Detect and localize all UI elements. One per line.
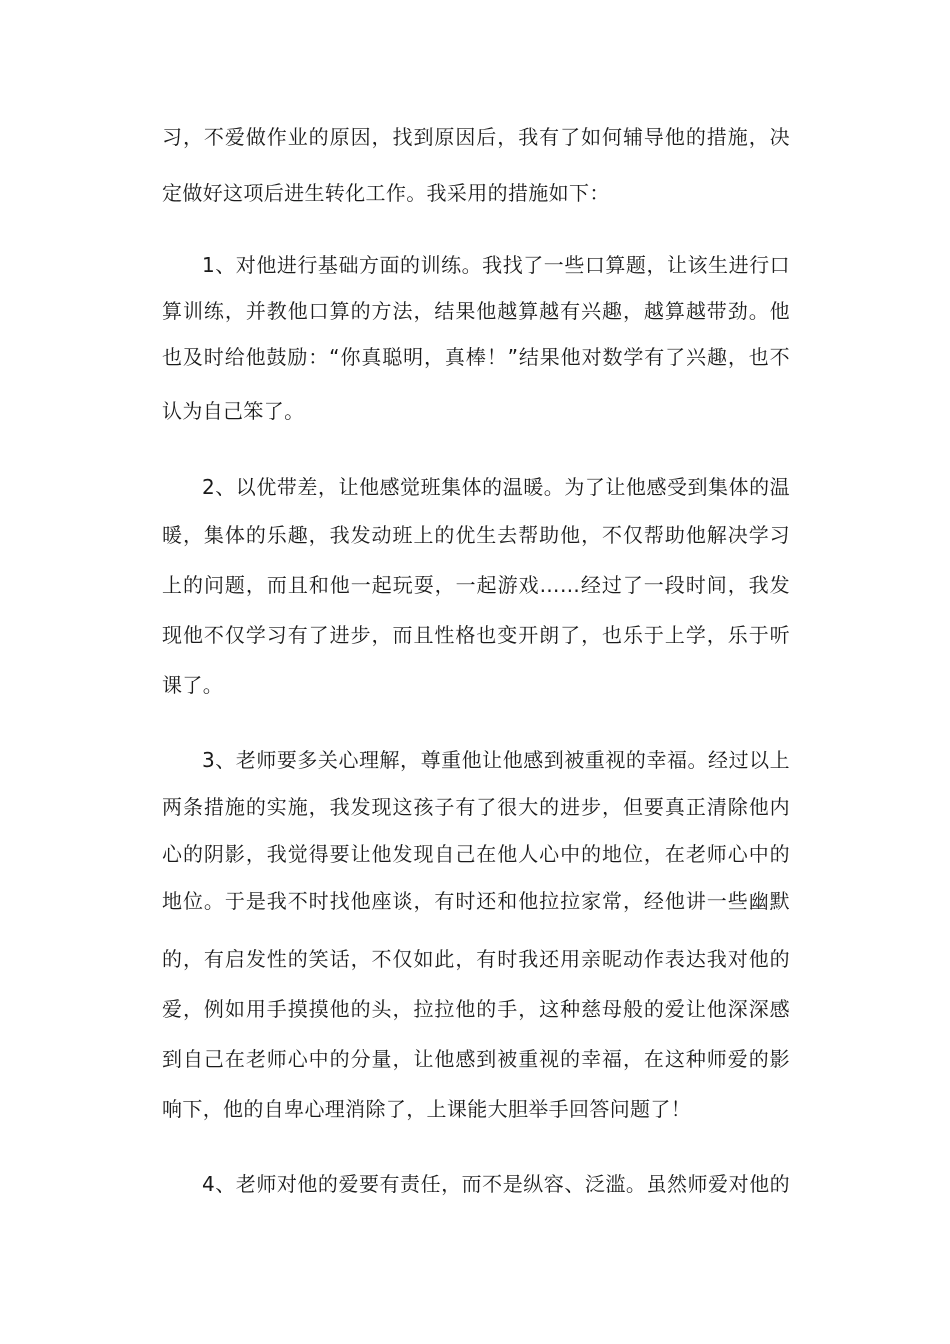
text-line: 也及时给他鼓励：“你真聪明，真棒！”结果他对数学有了兴趣，也不 — [162, 345, 790, 369]
text-line: 算训练，并教他口算的方法，结果他越算越有兴趣，越算越带劲。他 — [162, 299, 790, 323]
text-line: 暖，集体的乐趣，我发动班上的优生去帮助他，不仅帮助他解决学习 — [162, 523, 790, 547]
text-line: 地位。于是我不时找他座谈，有时还和他拉拉家常，经他讲一些幽默 — [162, 889, 790, 913]
text-line: 的，有启发性的笑话，不仅如此，有时我还用亲昵动作表达我对他的 — [162, 947, 790, 971]
text-line: 4、老师对他的爱要有责任，而不是纵容、泛滥。虽然师爱对他的 — [202, 1172, 790, 1196]
text-line: 两条措施的实施，我发现这孩子有了很大的进步，但要真正清除他内 — [162, 795, 790, 819]
text-line: 1、对他进行基础方面的训练。我找了一些口算题，让该生进行口 — [202, 253, 790, 277]
text-line: 到自己在老师心中的分量，让他感到被重视的幸福，在这种师爱的影 — [162, 1047, 790, 1071]
text-line: 认为自己笨了。 — [162, 399, 305, 423]
text-line: 习，不爱做作业的原因，找到原因后，我有了如何辅导他的措施，决 — [162, 125, 790, 149]
text-line: 上的问题，而且和他一起玩耍，一起游戏……经过了一段时间，我发 — [162, 573, 790, 597]
text-line: 现他不仅学习有了进步，而且性格也变开朗了，也乐于上学，乐于听 — [162, 623, 790, 647]
text-line: 课了。 — [162, 673, 224, 697]
text-line: 响下，他的自卑心理消除了，上课能大胆举手回答问题了！ — [162, 1097, 692, 1121]
text-line: 心的阴影，我觉得要让他发现自己在他人心中的地位，在老师心中的 — [162, 842, 790, 866]
text-line: 爱，例如用手摸摸他的头，拉拉他的手，这种慈母般的爱让他深深感 — [162, 997, 790, 1021]
text-line: 3、老师要多关心理解，尊重他让他感到被重视的幸福。经过以上 — [202, 748, 790, 772]
text-line: 2、以优带差，让他感觉班集体的温暖。为了让他感受到集体的温 — [202, 475, 790, 499]
text-line: 定做好这项后进生转化工作。我采用的措施如下： — [162, 181, 610, 205]
